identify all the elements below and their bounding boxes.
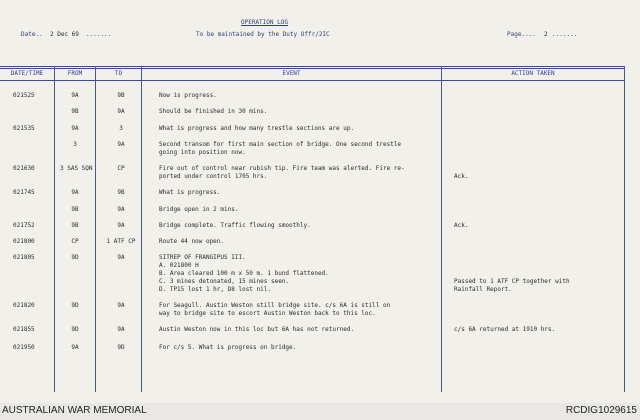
cell-event: Bridge open in 2 mins.: [159, 206, 239, 213]
cell-to: 9A: [117, 222, 125, 229]
col-divider-2: [95, 66, 96, 392]
col-divider-5: [624, 66, 625, 392]
cell-from: 9A: [71, 125, 79, 132]
cell-to: 9A: [117, 254, 125, 261]
cell-datetime: 021855: [13, 326, 35, 333]
cell-event-line2: way to bridge site to escort Austin Weston back to this loc.: [159, 310, 376, 317]
cell-to: CP: [117, 165, 125, 172]
cell-event: Second transom for first main section of bridge. One second trestle: [159, 141, 402, 148]
cell-event-line2: going into position now.: [159, 149, 246, 156]
cell-from: CP: [71, 238, 79, 245]
cell-action: Ack.: [454, 222, 469, 229]
cell-from: 9D: [71, 254, 79, 261]
cell-datetime: 021805: [13, 254, 35, 261]
cell-to: 9A: [117, 141, 125, 148]
table-top-rule-2: [0, 68, 625, 69]
cell-event: Austin Weston now in this loc but 6A has not returned.: [159, 326, 355, 333]
footer-record-id: RCDIG1029615: [565, 405, 637, 416]
cell-from: 9B: [71, 206, 79, 213]
cell-to: 9B: [117, 92, 125, 99]
cell-action: Passed to 1 ATF CP together with: [454, 278, 570, 285]
cell-event-line2: A. 021800 H: [159, 262, 199, 269]
cell-to: 3: [119, 125, 123, 132]
cell-datetime: 021800: [13, 238, 35, 245]
cell-to: 9A: [117, 326, 125, 333]
cell-to: 9A: [117, 108, 125, 115]
cell-event: Fire out of control near rubish tip. Fire team was alerted. Fire re-: [159, 165, 405, 172]
page-subtitle: To be maintained by the Duty Offr/2IC: [196, 31, 330, 38]
cell-to: 9B: [117, 189, 125, 196]
header-bottom-rule: [0, 80, 625, 81]
cell-event: SITREP OF FRANGIPUS III.: [159, 254, 246, 261]
col-header-datetime: DATE/TIME: [10, 70, 44, 77]
cell-event-line3: B. Area cleared 100 m x 50 m. 1 bund flattened.: [159, 270, 329, 277]
cell-from: 9D: [71, 302, 79, 309]
cell-event-line4: C. 3 mines detonated, 15 mines seen.: [159, 278, 290, 285]
cell-event-line5: D. TP15 lost 1 hr, D8 lost nil.: [159, 286, 271, 293]
col-header-from: FROM: [67, 70, 83, 77]
date-dots: .......: [86, 31, 112, 38]
cell-from: 9B: [71, 222, 79, 229]
page-dots: .......: [552, 31, 578, 38]
cell-event: Bridge complete. Traffic flowing smoothly.: [159, 222, 311, 229]
cell-to: 9A: [117, 302, 125, 309]
cell-event: What is progress.: [159, 189, 221, 196]
cell-action-line2: Rainfall Report.: [454, 286, 512, 293]
cell-to: 1 ATF CP: [106, 238, 136, 245]
cell-event: Route 44 now open.: [159, 238, 225, 245]
cell-from: 3: [73, 141, 77, 148]
cell-event-line2: ported under control 1705 hrs.: [159, 173, 268, 180]
cell-datetime: 021630: [13, 165, 35, 172]
footer-archive-name: AUSTRALIAN WAR MEMORIAL: [2, 405, 147, 416]
cell-event: For Seagull. Austin Weston still bridge site. c/s 6A is still on: [159, 302, 391, 309]
cell-datetime: 021535: [13, 125, 35, 132]
date-value: 2 Dec 69: [50, 31, 79, 38]
col-divider-1: [54, 66, 55, 392]
cell-from: 9A: [71, 344, 79, 351]
cell-event: Now is progress.: [159, 92, 217, 99]
col-divider-3: [141, 66, 142, 392]
table-top-rule: [0, 66, 625, 67]
cell-from: 9D: [71, 326, 79, 333]
cell-to: 9D: [117, 344, 125, 351]
cell-from: 3 SAS SQN: [60, 165, 93, 172]
cell-event: What is progress and how many trestle sections are up.: [159, 125, 355, 132]
cell-datetime: 021745: [13, 189, 35, 196]
cell-datetime: 021820: [13, 302, 35, 309]
page-title: OPERATION LOG: [241, 19, 288, 26]
cell-event: For c/s 5. What is progress on bridge.: [159, 344, 297, 351]
cell-action: Ack.: [454, 173, 469, 180]
col-divider-4: [441, 66, 442, 392]
cell-datetime: 021950: [13, 344, 35, 351]
cell-event: Should be finished in 30 mins.: [159, 108, 268, 115]
page-label: Page....: [507, 31, 536, 38]
date-label: Date..: [21, 31, 43, 38]
cell-to: 9A: [117, 206, 125, 213]
cell-datetime: 021525: [13, 92, 35, 99]
col-header-action: ACTION TAKEN: [511, 70, 555, 77]
page-number: 2: [544, 31, 548, 38]
cell-datetime: 021752: [13, 222, 35, 229]
cell-from: 9A: [71, 189, 79, 196]
cell-from: 9B: [71, 108, 79, 115]
col-header-event: EVENT: [282, 70, 301, 77]
cell-action: c/s 6A returned at 1910 hrs.: [454, 326, 556, 333]
col-header-to: TO: [114, 70, 123, 77]
cell-from: 9A: [71, 92, 79, 99]
